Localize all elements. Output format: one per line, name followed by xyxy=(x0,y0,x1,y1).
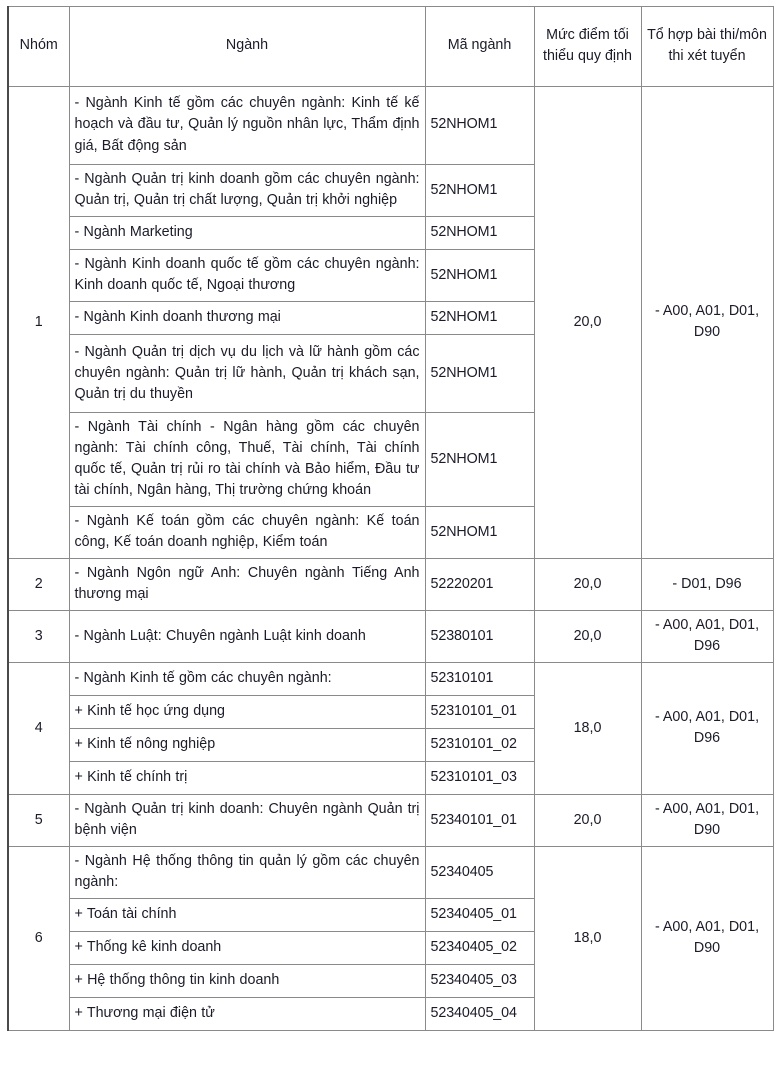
exam-combination-cell: - A00, A01, D01, D96 xyxy=(641,663,773,795)
column-header-code: Mã ngành xyxy=(425,7,534,87)
group-number-cell: 6 xyxy=(8,847,69,1031)
group-number-cell: 2 xyxy=(8,559,69,611)
major-name-cell: + Thương mại điện tử xyxy=(69,998,425,1031)
major-code-cell: 52340405_03 xyxy=(425,965,534,998)
major-code-cell: 52NHOM1 xyxy=(425,335,534,413)
major-name-cell: + Kinh tế chính trị xyxy=(69,762,425,795)
table-row xyxy=(8,87,773,165)
major-name-cell: - Ngành Quản trị kinh doanh gồm các chuyên ngành: Quản trị, Quản trị chất lượng, Quản trị khởi nghiệp xyxy=(69,165,425,217)
major-code-cell: 52340405_01 xyxy=(425,899,534,932)
table-body xyxy=(8,87,773,1031)
major-code-cell: 52380101 xyxy=(425,611,534,663)
major-code-cell: 52NHOM1 xyxy=(425,250,534,302)
column-header-score: Mức điểm tối thiểu quy định xyxy=(534,7,641,87)
major-code-cell: 52310101_03 xyxy=(425,762,534,795)
minimum-score-cell: 20,0 xyxy=(534,611,641,663)
major-name-cell: + Hệ thống thông tin kinh doanh xyxy=(69,965,425,998)
group-number-cell: 1 xyxy=(8,87,69,559)
column-header-major: Ngành xyxy=(69,7,425,87)
exam-combination-cell: - A00, A01, D01, D90 xyxy=(641,87,773,559)
major-code-cell: 52340405 xyxy=(425,847,534,899)
major-name-cell: + Toán tài chính xyxy=(69,899,425,932)
major-code-cell: 52310101_01 xyxy=(425,696,534,729)
group-number-cell: 5 xyxy=(8,795,69,847)
minimum-score-cell: 20,0 xyxy=(534,559,641,611)
exam-combination-cell: - A00, A01, D01, D96 xyxy=(641,611,773,663)
table-header xyxy=(8,7,773,87)
major-name-cell: - Ngành Quản trị kinh doanh: Chuyên ngành Quản trị bệnh viện xyxy=(69,795,425,847)
major-name-cell: - Ngành Tài chính - Ngân hàng gồm các chuyên ngành: Tài chính công, Thuế, Tài chính, Tài chính quốc tế, Quản trị rủi ro tài chính và Bảo hiểm, Đầu tư tài chính, Ngân hàng, Thị trường chứng khoán xyxy=(69,413,425,507)
major-name-cell: - Ngành Hệ thống thông tin quản lý gồm các chuyên ngành: xyxy=(69,847,425,899)
table-row xyxy=(8,795,773,847)
exam-combination-cell: - D01, D96 xyxy=(641,559,773,611)
major-code-cell: 52340405_02 xyxy=(425,932,534,965)
table-row xyxy=(8,559,773,611)
exam-combination-cell: - A00, A01, D01, D90 xyxy=(641,847,773,1031)
page-canvas xyxy=(0,6,780,1070)
major-name-cell: + Thống kê kinh doanh xyxy=(69,932,425,965)
table-row xyxy=(8,847,773,899)
major-code-cell: 52NHOM1 xyxy=(425,413,534,507)
major-name-cell: - Ngành Kế toán gồm các chuyên ngành: Kế toán công, Kế toán doanh nghiệp, Kiểm toán xyxy=(69,507,425,559)
group-number-cell: 4 xyxy=(8,663,69,795)
major-name-cell: - Ngành Kinh doanh thương mại xyxy=(69,302,425,335)
major-code-cell: 52NHOM1 xyxy=(425,87,534,165)
major-code-cell: 52NHOM1 xyxy=(425,302,534,335)
table-row xyxy=(8,663,773,696)
admissions-threshold-table xyxy=(7,6,774,1031)
major-code-cell: 52NHOM1 xyxy=(425,165,534,217)
major-name-cell: - Ngành Kinh tế gồm các chuyên ngành: xyxy=(69,663,425,696)
major-name-cell: - Ngành Marketing xyxy=(69,217,425,250)
minimum-score-cell: 20,0 xyxy=(534,87,641,559)
minimum-score-cell: 18,0 xyxy=(534,847,641,1031)
group-number-cell: 3 xyxy=(8,611,69,663)
major-name-cell: - Ngành Kinh tế gồm các chuyên ngành: Kinh tế kế hoạch và đầu tư, Quản lý nguồn nhân lực, Thẩm định giá, Bất động sản xyxy=(69,87,425,165)
major-name-cell: - Ngành Kinh doanh quốc tế gồm các chuyên ngành: Kinh doanh quốc tế, Ngoại thương xyxy=(69,250,425,302)
exam-combination-cell: - A00, A01, D01, D90 xyxy=(641,795,773,847)
major-code-cell: 52340405_04 xyxy=(425,998,534,1031)
major-name-cell: - Ngành Luật: Chuyên ngành Luật kinh doanh xyxy=(69,611,425,663)
minimum-score-cell: 20,0 xyxy=(534,795,641,847)
table-row xyxy=(8,611,773,663)
column-header-group: Nhóm xyxy=(8,7,69,87)
column-header-combo: Tổ hợp bài thi/môn thi xét tuyển xyxy=(641,7,773,87)
major-name-cell: + Kinh tế học ứng dụng xyxy=(69,696,425,729)
major-name-cell: - Ngành Quản trị dịch vụ du lịch và lữ hành gồm các chuyên ngành: Quản trị lữ hành, Quản trị khách sạn, Quản trị du thuyền xyxy=(69,335,425,413)
header-row xyxy=(8,7,773,87)
major-code-cell: 52310101 xyxy=(425,663,534,696)
major-code-cell: 52340101_01 xyxy=(425,795,534,847)
major-code-cell: 52NHOM1 xyxy=(425,217,534,250)
minimum-score-cell: 18,0 xyxy=(534,663,641,795)
major-name-cell: + Kinh tế nông nghiệp xyxy=(69,729,425,762)
major-code-cell: 52310101_02 xyxy=(425,729,534,762)
major-code-cell: 52NHOM1 xyxy=(425,507,534,559)
major-code-cell: 52220201 xyxy=(425,559,534,611)
major-name-cell: - Ngành Ngôn ngữ Anh: Chuyên ngành Tiếng Anh thương mại xyxy=(69,559,425,611)
cut-off-footer-text xyxy=(0,1063,780,1070)
